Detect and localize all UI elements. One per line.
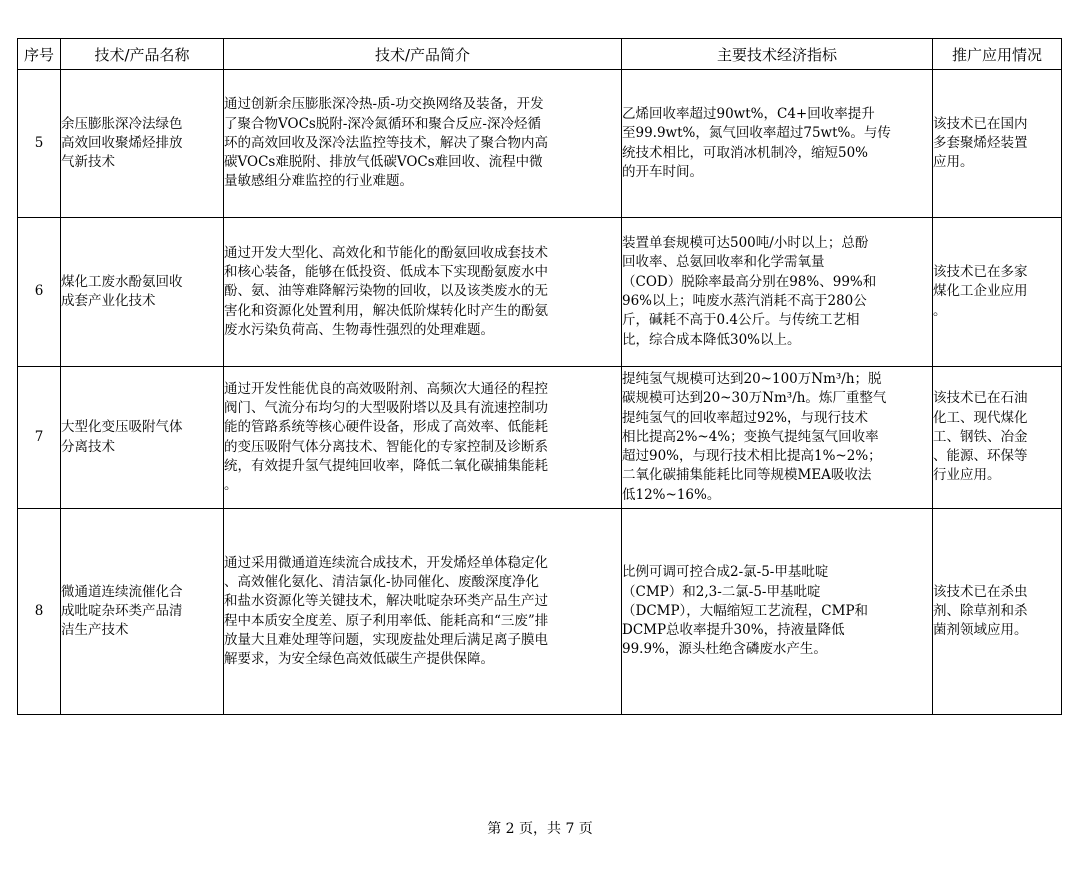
- row-name: [61, 218, 224, 367]
- row-application: [933, 367, 1062, 509]
- table-row: [18, 509, 1062, 715]
- table-header-row: [18, 39, 1062, 70]
- row-seq: 7: [18, 367, 61, 509]
- row-indicators-text: 提纯氢气规模可达到20~100万Nm³/h；脱 碳规模可达到20~30万Nm³/h。炼厂重整气 提纯氢气的回收率超过92%，与现行技术 相比提高2%~4%；变换气提纯氢气回收率 超过90%，与现行技术相比提高1%~2%； 二氧化碳捕集能耗比同等规模MEA吸收法 低12%~16%。: [622, 370, 887, 503]
- row-name-text: 余压膨胀深冷法绿色 高效回收聚烯烃排放 气新技术: [61, 115, 183, 171]
- row-seq: 8: [18, 509, 61, 715]
- header-indicators: 主要技术经济指标: [622, 39, 933, 70]
- table-row: [18, 367, 1062, 509]
- row-description-text: 通过采用微通道连续流合成技术，开发烯烃单体稳定化 、高效催化氨化、清洁氯化-协同催化、废酸深度净化 和盐水资源化等关键技术，解决吡啶杂环类产品生产过 程中本质安全度差、原子利用率低、能耗高和“三废”排 放量大且难处理等问题，实现废盐处理后满足离子膜电 解要求，为安全绿色高效低碳生产提供保障。: [224, 554, 549, 668]
- row-name-text: 微通道连续流催化合 成吡啶杂环类产品清 洁生产技术: [61, 583, 183, 639]
- row-name-text: 大型化变压吸附气体 分离技术: [61, 419, 183, 455]
- row-indicators-text: 乙烯回收率超过90wt%，C4+回收率提升 至99.9wt%，氮气回收率超过75wt%。与传 统技术相比，可取消冰机制冷，缩短50% 的开车时间。: [622, 105, 891, 180]
- table-row: [18, 70, 1062, 218]
- header-seq: 序号: [18, 39, 61, 70]
- row-name: [61, 509, 224, 715]
- row-description-text: 通过开发性能优良的高效吸附剂、高频次大通径的程控 阀门、气流分布均匀的大型吸附塔以及具有流速控制功 能的管路系统等核心硬件设备，形成了高效率、低能耗 的变压吸附气体分离技术、智能化的专家控制及诊断系 统，有效提升氢气提纯回收率，降低二氧化碳捕集能耗 。: [224, 380, 548, 494]
- row-application-text: 该技术已在国内 多套聚烯烃装置 应用。: [933, 115, 1028, 171]
- row-description-text: 通过开发大型化、高效化和节能化的酚氨回收成套技术 和核心装备，能够在低投资、低成本下实现酚氨废水中 酚、氨、油等难降解污染物的回收，以及该类废水的无 害化和资源化处置利用，解决低阶煤转化时产生的酚氨 废水污染负荷高、生物毒性强烈的处理难题。: [224, 244, 548, 338]
- row-seq: 6: [18, 218, 61, 367]
- header-application: 推广应用情况: [933, 39, 1062, 70]
- row-name-text: 煤化工废水酚氨回收 成套产业化技术: [61, 273, 183, 309]
- row-description: [224, 218, 622, 367]
- row-application-text: 该技术已在石油 化工、现代煤化 工、钢铁、冶金 、能源、环保等 行业应用。: [933, 390, 1028, 484]
- technology-table: [17, 38, 1062, 715]
- row-name: [61, 70, 224, 218]
- row-application: [933, 218, 1062, 367]
- row-name: [61, 367, 224, 509]
- row-application-text: 该技术已在多家 煤化工企业应用 。: [933, 264, 1028, 319]
- row-application: [933, 509, 1062, 715]
- table-row: [18, 218, 1062, 367]
- page-number: 第 2 页，共 7 页: [487, 821, 593, 837]
- row-indicators: [622, 70, 933, 218]
- row-indicators: [622, 367, 933, 509]
- row-description-text: 通过创新余压膨胀深冷热-质-功交换网络及装备，开发 了聚合物VOCs脱附-深冷氮循环和聚合反应-深冷烃循 环的高效回收及深冷法监控等技术，解决了聚合物内高 碳VOCs难脱附、排放气低碳VOCs难回收、流程中微 量敏感组分难监控的行业难题。: [224, 96, 548, 190]
- row-description: [224, 70, 622, 218]
- row-indicators: [622, 218, 933, 367]
- row-indicators-text: 装置单套规模可达500吨/小时以上；总酚 回收率、总氨回收率和化学需氧量 （COD）脱除率最高分别在98%、99%和 96%以上；吨废水蒸汽消耗不高于280公 斤，碱耗不高于0.4公斤。与传统工艺相 比，综合成本降低30%以上。: [622, 235, 877, 348]
- row-application: [933, 70, 1062, 218]
- row-seq: 5: [18, 70, 61, 218]
- row-indicators-text: 比例可调可控合成2-氯-5-甲基吡啶 （CMP）和2,3-二氯-5-甲基吡啶 （DCMP），大幅缩短工艺流程，CMP和 DCMP总收率提升30%，持液量降低 99.9%，源头杜绝含磷废水产生。: [622, 564, 869, 658]
- row-description: [224, 509, 622, 715]
- header-description: 技术/产品简介: [224, 39, 622, 70]
- row-application-text: 该技术已在杀虫 剂、除草剂和杀 菌剂领域应用。: [933, 583, 1028, 639]
- header-name: 技术/产品名称: [61, 39, 224, 70]
- row-indicators: [622, 509, 933, 715]
- row-description: [224, 367, 622, 509]
